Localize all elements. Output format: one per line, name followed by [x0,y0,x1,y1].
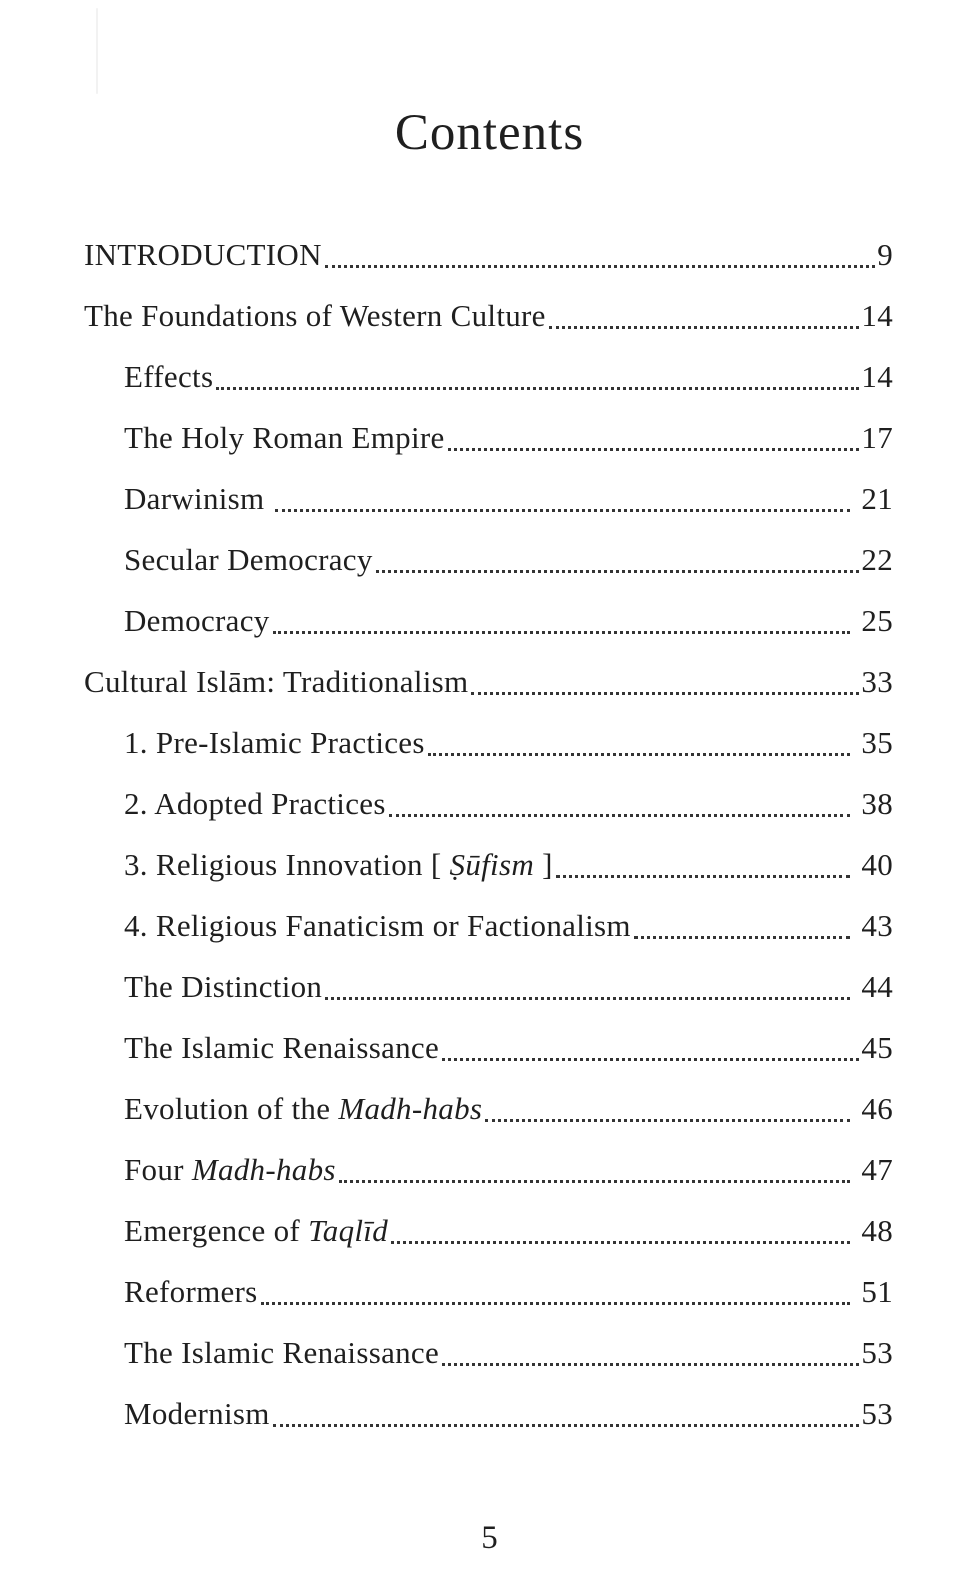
toc-title-segment: The Islamic Renaissance [124,1030,440,1065]
dot-leader [546,299,862,332]
toc-title-segment: Democracy [124,603,270,638]
toc-entry-page: 21 [861,481,893,516]
toc-entry-title [124,726,425,759]
dot-leader [631,909,853,942]
toc-entry [84,1031,893,1064]
toc-title-segment: Darwinism [124,481,265,516]
dot-leader [439,1031,861,1064]
toc-title-segment: 3. Religious Innovation [ [124,847,450,882]
toc-entry-page: 53 [861,1335,893,1370]
toc-entry-page: 14 [861,298,893,333]
page-number: 5 [481,1520,498,1556]
toc-entry-title [124,604,270,637]
toc-entry-title [84,665,468,698]
toc-title-segment: 2. Adopted Practices [124,786,386,821]
dot-leader [336,1153,853,1186]
toc-entry-page: 48 [861,1213,893,1248]
dot-leader [445,421,862,454]
dot-leader [213,360,861,393]
toc-entry-page: 46 [861,1091,893,1126]
toc-entry [84,1092,893,1125]
toc-entry-page: 44 [861,969,893,1004]
toc-entry [84,1397,893,1430]
toc-title-segment: 4. Religious Fanaticism or Factionalism [124,908,631,943]
toc-entry-page: 43 [861,908,893,943]
dot-leader [439,1336,861,1369]
toc-entry-page: 51 [861,1274,893,1309]
dot-leader [468,665,861,698]
toc-entry-title [124,482,264,515]
toc-title-segment: The Distinction [124,969,323,1004]
toc-entry-title [124,909,631,942]
toc-entry [84,787,893,820]
toc-entry-page: 45 [861,1030,893,1065]
toc-entry-title [124,848,553,881]
toc-title-segment: Modernism [124,1396,270,1431]
toc-entry [84,726,893,759]
toc-entry-title [124,1031,439,1064]
toc-entry-page: 14 [861,359,893,394]
toc-entry-title [124,787,386,820]
dot-leader [373,543,862,576]
toc-entry-page: 35 [861,725,893,760]
toc-entry-title [124,421,445,454]
toc-entry [84,1336,893,1369]
toc-entry-title [124,1275,258,1308]
toc-entry-page: 33 [861,664,893,699]
toc-title-segment: INTRODUCTION [84,237,322,272]
toc-entry [84,299,893,332]
dot-leader [322,970,852,1003]
toc-title-segment-italic: Madh-habs [191,1152,336,1187]
toc-title-segment-italic: Taqlīd [308,1213,388,1248]
toc-title-segment: Evolution of the [124,1091,339,1126]
toc-entry-page: 47 [861,1152,893,1187]
toc-entry [84,604,893,637]
toc-title-segment-italic: Ṣūfism [449,847,535,882]
dot-leader [388,1214,852,1247]
toc-title-segment: The Holy Roman Empire [124,420,445,455]
toc-title-segment: Four [124,1152,192,1187]
dot-leader [270,604,853,637]
page-title: Contents [394,105,585,161]
toc-title-segment: Effects [124,359,214,394]
toc-entry-title [124,1153,336,1186]
toc-entry [84,970,893,1003]
dot-leader [553,848,853,881]
toc-entry-page: 40 [861,847,893,882]
toc-entry [84,1214,893,1247]
toc-entry-page: 22 [861,542,893,577]
toc-entry [84,1275,893,1308]
toc-entry-title [124,1214,388,1247]
toc-entry-title [124,360,213,393]
toc-entry-title [124,1336,439,1369]
toc-title-segment: Reformers [124,1274,258,1309]
toc-entry-title [124,543,373,576]
dot-leader [425,726,853,759]
toc-entry-title [84,299,546,332]
dot-leader [482,1092,852,1125]
toc-entry-page: 25 [861,603,893,638]
toc-entry-title [124,1397,270,1430]
toc-entry-page: 53 [861,1396,893,1431]
dot-leader [270,1397,862,1430]
toc-title-segment: The Islamic Renaissance [124,1335,440,1370]
toc-entry [84,665,893,698]
dot-leader [386,787,853,820]
toc-entry-title [84,238,322,271]
toc-title-segment: Cultural Islām: Traditionalism [84,664,469,699]
toc-title-segment: Emergence of [124,1213,309,1248]
dot-leader [258,1275,853,1308]
toc-entry-page: 17 [861,420,893,455]
toc-entry [84,909,893,942]
toc-title-segment: Secular Democracy [124,542,373,577]
toc-entry [84,360,893,393]
dot-leader [322,238,877,271]
toc-entry-page: 9 [877,237,893,272]
toc-title-segment: 1. Pre-Islamic Practices [124,725,425,760]
dot-leader [264,482,852,515]
toc-entry [84,1153,893,1186]
toc-title-segment: ] [534,847,553,882]
toc-title-segment: The Foundations of Western Culture [84,298,546,333]
toc-entry [84,543,893,576]
toc-entry [84,421,893,454]
toc-entry [84,238,893,271]
toc-title-segment-italic: Madh-habs [338,1091,483,1126]
toc-entry [84,482,893,515]
toc-entry-title [124,1092,482,1125]
toc-entry-title [124,970,322,1003]
scan-artifact [96,8,98,94]
toc-entry [84,848,893,881]
toc-entry-page: 38 [861,786,893,821]
table-of-contents [84,238,893,1458]
